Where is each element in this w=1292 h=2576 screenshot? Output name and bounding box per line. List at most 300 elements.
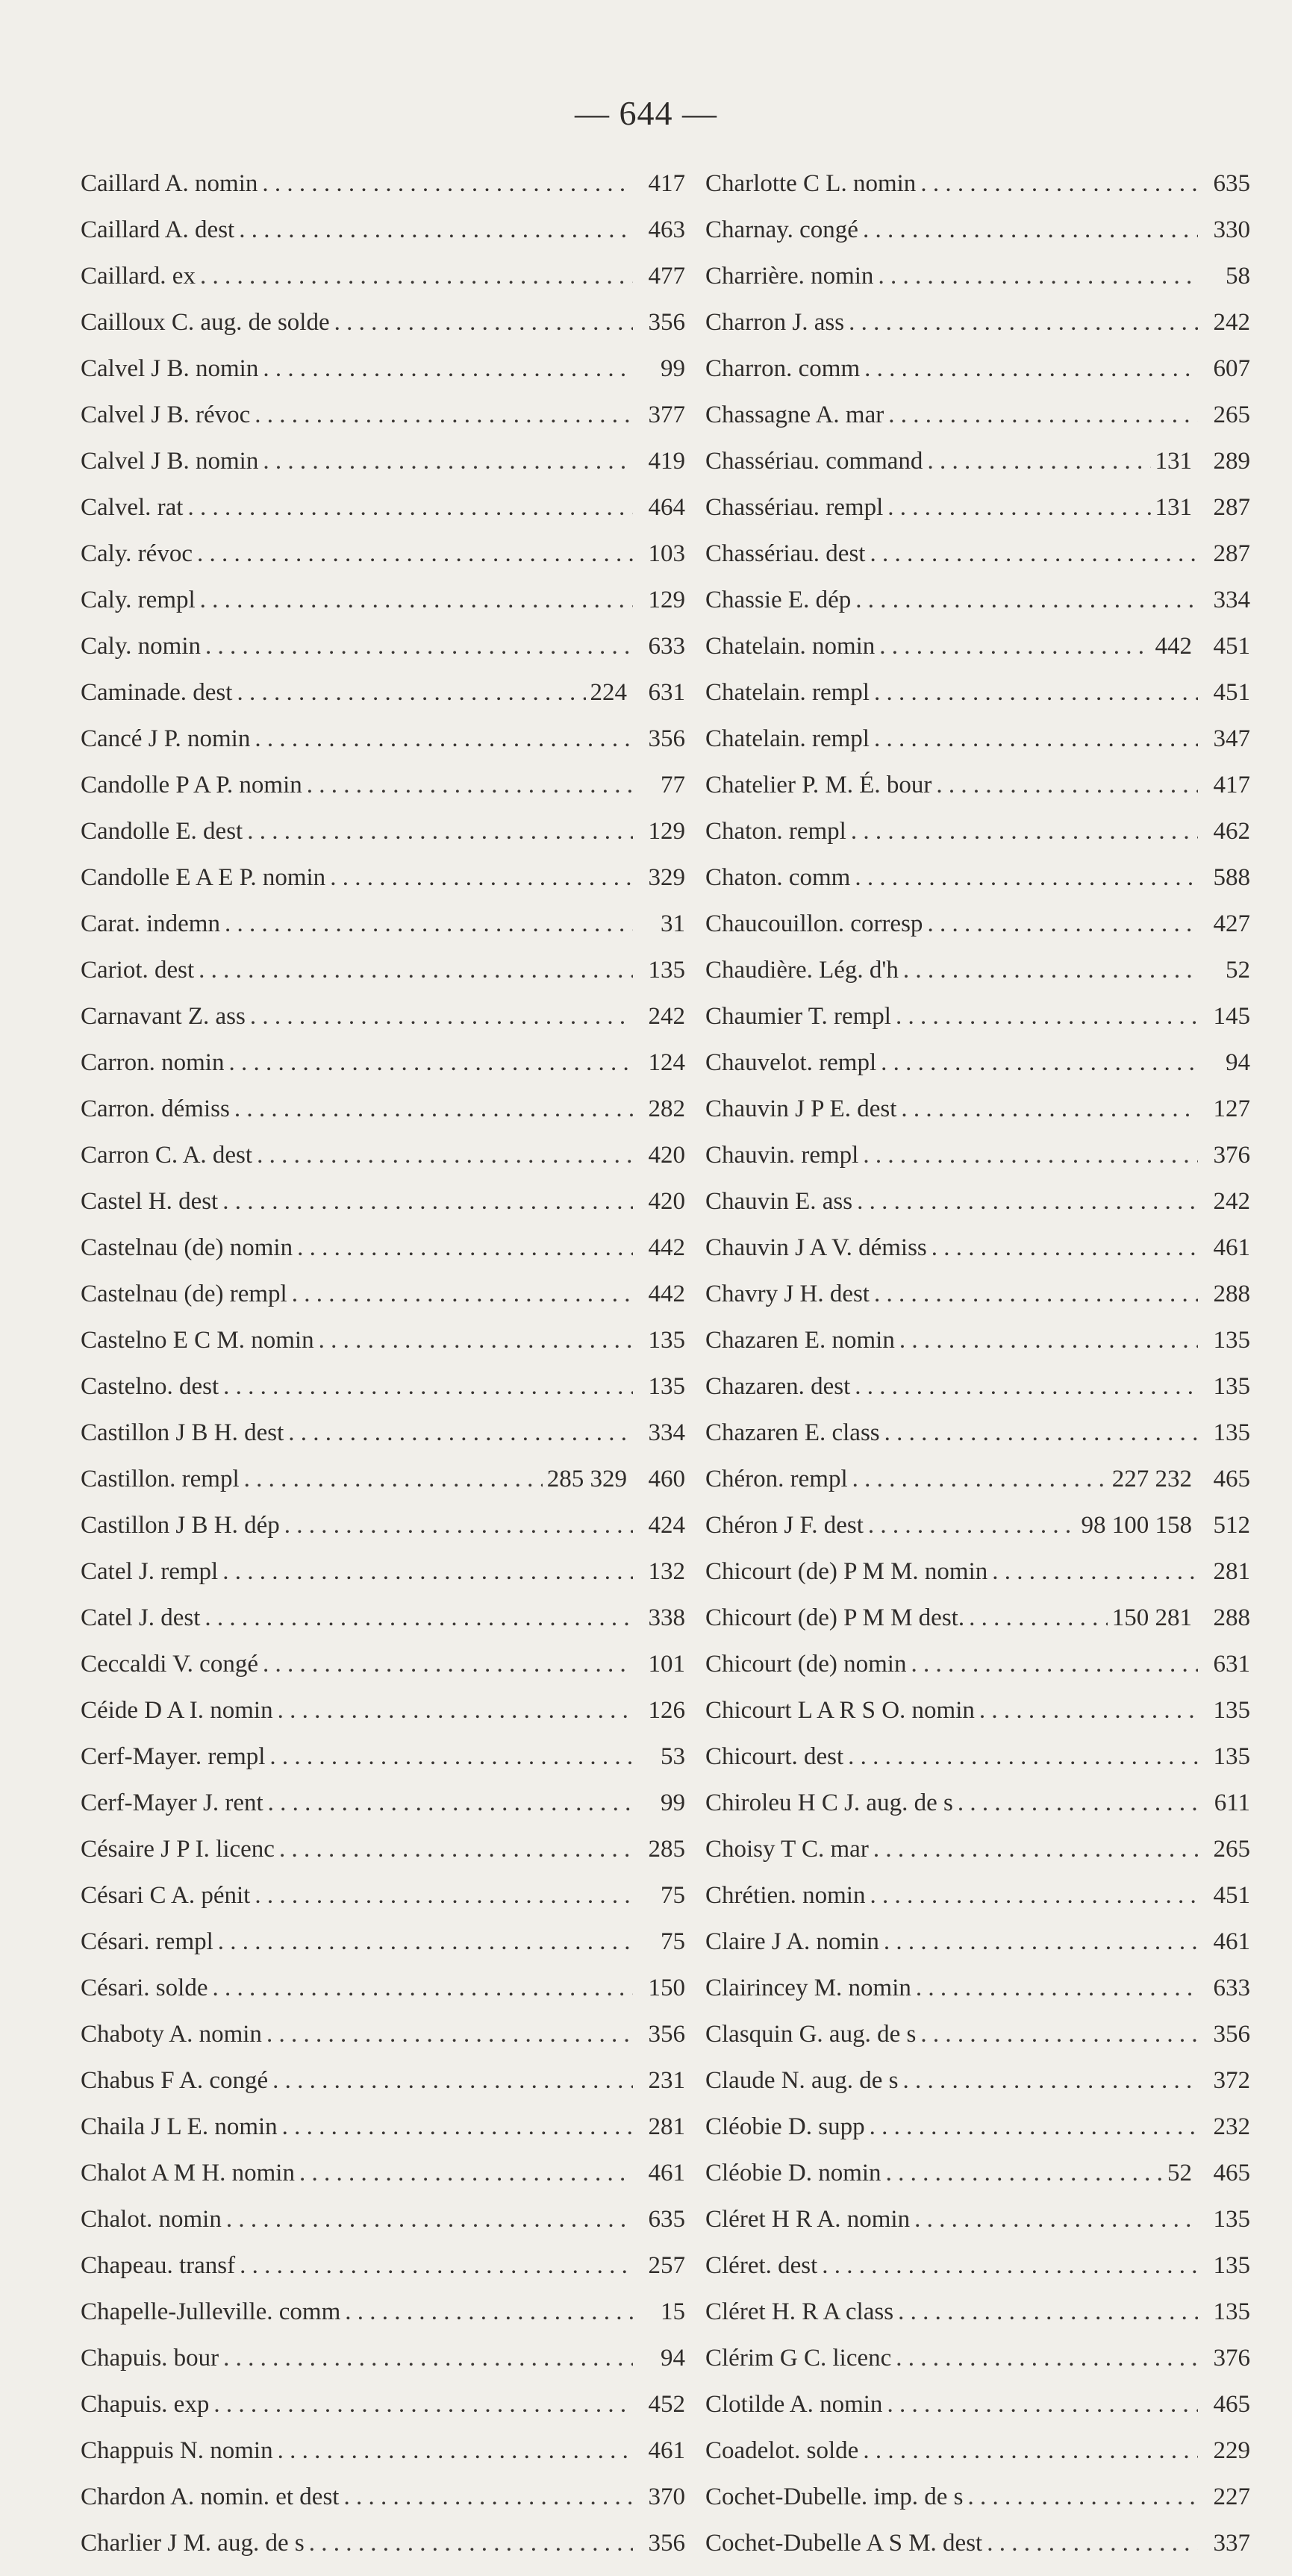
index-entry [81, 1928, 685, 1975]
dot-leader [205, 633, 633, 660]
dot-leader [223, 1373, 633, 1401]
index-entry [81, 1003, 685, 1049]
entry-name: Castelno E C M. nomin [81, 1327, 314, 1354]
entry-page-ref: 257 [648, 2252, 685, 2279]
index-entry [705, 170, 1250, 216]
index-entry [81, 2252, 685, 2298]
entry-page-ref: 417 [648, 170, 685, 197]
index-entry [81, 1142, 685, 1188]
index-entry [705, 1419, 1250, 1466]
entry-page-ref: 356 [648, 2021, 685, 2048]
entry-name: Chappuis N. nomin [81, 2437, 273, 2464]
dot-leader [874, 1281, 1198, 1308]
entry-page-ref: 356 [648, 725, 685, 752]
index-entry [705, 216, 1250, 263]
entry-page-ref: 417 [1213, 772, 1250, 798]
index-entry [705, 494, 1250, 540]
dot-leader [902, 2067, 1198, 2095]
dot-leader [822, 2252, 1198, 2280]
entry-page-ref: 145 [1213, 1003, 1250, 1030]
index-entry [705, 2391, 1250, 2437]
index-entry [81, 1604, 685, 1651]
dot-leader [297, 1234, 633, 1262]
index-entry [705, 2530, 1250, 2576]
index-entry [81, 263, 685, 309]
dot-leader [212, 1975, 633, 2002]
dot-leader [887, 494, 1150, 522]
entry-name: Charron J. ass [705, 309, 845, 336]
index-entry [705, 1604, 1250, 1651]
dot-leader [849, 309, 1198, 337]
index-entry [81, 216, 685, 263]
index-entry [81, 910, 685, 957]
entry-extra-refs: 227 232 [1111, 1466, 1192, 1492]
entry-page-ref: 135 [648, 1327, 685, 1354]
entry-name: Chaumier T. rempl [705, 1003, 891, 1030]
entry-extra-refs: 442 [1155, 633, 1192, 660]
entry-page-ref: 477 [648, 263, 685, 290]
index-entry [81, 448, 685, 494]
entry-name: Castillon. rempl [81, 1466, 240, 1492]
index-entry [705, 2067, 1250, 2113]
entry-name: Chabus F A. congé [81, 2067, 269, 2094]
entry-name: Caly. rempl [81, 587, 196, 613]
dot-leader [855, 1373, 1198, 1401]
entry-name: Cléret H. R A class [705, 2298, 894, 2325]
index-entry [81, 725, 685, 772]
entry-name: Chauvin J P E. dest [705, 1095, 897, 1122]
entry-page-ref: 356 [648, 309, 685, 336]
entry-page-ref: 281 [1213, 1558, 1250, 1585]
entry-name: Chauvin E. ass [705, 1188, 853, 1215]
dot-leader [234, 1095, 633, 1123]
entry-page-ref: 330 [1213, 216, 1250, 243]
entry-extra-refs: 52 [1167, 2160, 1192, 2186]
entry-page-ref: 99 [661, 355, 685, 382]
index-entry [81, 633, 685, 679]
index-entry [81, 494, 685, 540]
index-entry [81, 1373, 685, 1419]
index-entry [705, 2437, 1250, 2483]
dot-leader [868, 1512, 1077, 1539]
dot-leader [222, 1558, 633, 1586]
index-entry [705, 540, 1250, 587]
entry-page-ref: 31 [661, 910, 685, 937]
entry-name: Chalot A M H. nomin [81, 2160, 295, 2186]
dot-leader [927, 910, 1198, 938]
dot-leader [239, 216, 633, 244]
entry-page-ref: 442 [648, 1281, 685, 1307]
dot-leader [200, 587, 633, 614]
entry-page-ref: 135 [1213, 2206, 1250, 2233]
entry-page-ref: 442 [648, 1234, 685, 1261]
index-entry [705, 2252, 1250, 2298]
entry-page-ref: 377 [648, 401, 685, 428]
index-entry [705, 1928, 1250, 1975]
entry-page-ref: 135 [1213, 2298, 1250, 2325]
entry-name: Caillard A. nomin [81, 170, 258, 197]
entry-page-ref: 129 [648, 818, 685, 845]
entry-name: Caly. nomin [81, 633, 202, 660]
entry-page-ref: 135 [648, 957, 685, 984]
dot-leader [257, 1142, 633, 1169]
entry-page-ref: 356 [1213, 2021, 1250, 2048]
entry-page-ref: 127 [1213, 1095, 1250, 1122]
dot-leader [228, 1049, 633, 1077]
entry-page-ref: 285 [648, 1836, 685, 1863]
entry-page-ref: 124 [648, 1049, 685, 1076]
index-entry [81, 1188, 685, 1234]
index-entry [81, 1836, 685, 1882]
index-entry [705, 2206, 1250, 2252]
entry-page-ref: 419 [648, 448, 685, 475]
entry-page-ref: 99 [661, 1789, 685, 1816]
entry-name: Cerf-Mayer J. rent [81, 1789, 263, 1816]
index-entry [705, 1188, 1250, 1234]
index-column-left [81, 170, 685, 2576]
entry-name: Chaton. comm [705, 864, 851, 891]
entry-page-ref: 58 [1226, 263, 1250, 290]
dot-leader [309, 2530, 633, 2557]
index-entry [81, 2113, 685, 2160]
entry-page-ref: 135 [1213, 1419, 1250, 1446]
dot-leader [884, 1928, 1198, 1956]
dot-leader [901, 1095, 1198, 1123]
entry-name: Chicourt L A R S O. nomin [705, 1697, 975, 1724]
entry-name: Calvel. rat [81, 494, 184, 521]
entry-page-ref: 126 [648, 1697, 685, 1724]
dot-leader [278, 2437, 633, 2465]
entry-page-ref: 631 [648, 679, 685, 706]
entry-name: Castelnau (de) rempl [81, 1281, 287, 1307]
index-entry [81, 540, 685, 587]
entry-name: Chauvin. rempl [705, 1142, 859, 1169]
entry-page-ref: 420 [648, 1188, 685, 1215]
entry-page-ref: 77 [661, 772, 685, 798]
entry-name: Charrière. nomin [705, 263, 874, 290]
entry-extra-refs: 224 [590, 679, 627, 706]
entry-name: Chazaren E. nomin [705, 1327, 895, 1354]
dot-leader [282, 2113, 633, 2141]
dot-leader [199, 957, 633, 984]
entry-name: Chiroleu H C J. aug. de s [705, 1789, 953, 1816]
index-entry [81, 2160, 685, 2206]
entry-page-ref: 452 [648, 2391, 685, 2418]
entry-name: Cléobie D. nomin [705, 2160, 881, 2186]
index-entry [705, 1882, 1250, 1928]
dot-leader [987, 2530, 1198, 2557]
entry-page-ref: 227 [1213, 2483, 1250, 2510]
dot-leader [225, 910, 633, 938]
entry-name: Clérim G C. licenc [705, 2345, 892, 2372]
dot-leader [279, 1836, 633, 1863]
index-entry [81, 2530, 685, 2576]
entry-page-ref: 465 [1213, 2160, 1250, 2186]
entry-name: Chauvin J A V. démiss [705, 1234, 927, 1261]
entry-page-ref: 94 [661, 2345, 685, 2372]
entry-page-ref: 370 [648, 2483, 685, 2510]
entry-page-ref: 287 [1213, 494, 1250, 521]
dot-leader [292, 1281, 633, 1308]
index-entry [705, 587, 1250, 633]
dot-leader [263, 355, 633, 383]
index-entry [81, 2021, 685, 2067]
index-entry [705, 2160, 1250, 2206]
dot-leader [931, 1234, 1198, 1262]
dot-leader [903, 957, 1198, 984]
index-entry [705, 263, 1250, 309]
entry-name: Charnay. congé [705, 216, 858, 243]
dot-leader [874, 679, 1198, 707]
index-entry [705, 401, 1250, 448]
entry-page-ref: 465 [1213, 2391, 1250, 2418]
entry-page-ref: 588 [1213, 864, 1250, 891]
entry-name: Charlotte C L. nomin [705, 170, 917, 197]
index-entry [81, 2298, 685, 2345]
entry-page-ref: 461 [648, 2160, 685, 2186]
dot-leader [345, 2298, 633, 2326]
index-entry [81, 1466, 685, 1512]
index-entry [81, 1234, 685, 1281]
entry-name: Chrétien. nomin [705, 1882, 866, 1909]
dot-leader [920, 170, 1198, 198]
entry-page-ref: 633 [1213, 1975, 1250, 2001]
entry-page-ref: 427 [1213, 910, 1250, 937]
entry-name: Choisy T C. mar [705, 1836, 869, 1863]
dot-leader [914, 2206, 1198, 2233]
dot-leader [343, 2483, 633, 2511]
dot-leader [263, 1651, 633, 1678]
entry-page-ref: 265 [1213, 401, 1250, 428]
index-entry [705, 910, 1250, 957]
dot-leader [218, 1928, 633, 1956]
entry-page-ref: 242 [648, 1003, 685, 1030]
index-entry [81, 2437, 685, 2483]
entry-name: Césari. solde [81, 1975, 208, 2001]
entry-page-ref: 420 [648, 1142, 685, 1169]
index-entry [81, 2345, 685, 2391]
entry-page-ref: 334 [648, 1419, 685, 1446]
index-entry [81, 1882, 685, 1928]
entry-name: Carat. indemn [81, 910, 220, 937]
index-entry [81, 309, 685, 355]
entry-page-ref: 281 [648, 2113, 685, 2140]
dot-leader [852, 1466, 1108, 1493]
entry-name: Castillon J B H. dép [81, 1512, 280, 1539]
index-entry [81, 1049, 685, 1095]
dot-leader [330, 864, 633, 892]
entry-page-ref: 451 [1213, 679, 1250, 706]
dot-leader [255, 725, 633, 753]
entry-page-ref: 94 [1226, 1049, 1250, 1076]
entry-page-ref: 461 [648, 2437, 685, 2464]
entry-name: Chassériau. rempl [705, 494, 884, 521]
dot-leader [205, 1604, 633, 1632]
index-entry [81, 957, 685, 1003]
entry-name: Cochet-Dubelle A S M. dest [705, 2530, 983, 2557]
entry-name: Castillon J B H. dest [81, 1419, 284, 1446]
entry-name: Carron. nomin [81, 1049, 225, 1076]
entry-name: Chaila J L E. nomin [81, 2113, 278, 2140]
entry-name: Calvel J B. nomin [81, 448, 259, 475]
dot-leader [958, 1789, 1198, 1817]
index-entry [81, 818, 685, 864]
entry-name: Caillard A. dest [81, 216, 235, 243]
dot-leader [878, 263, 1198, 290]
entry-page-ref: 356 [648, 2530, 685, 2557]
index-entry [81, 401, 685, 448]
entry-page-ref: 461 [1213, 1234, 1250, 1261]
entry-name: Castelno. dest [81, 1373, 219, 1400]
index-entry [705, 2298, 1250, 2345]
entry-page-ref: 287 [1213, 540, 1250, 567]
entry-name: Chéron. rempl [705, 1466, 848, 1492]
entry-page-ref: 635 [1213, 170, 1250, 197]
entry-page-ref: 633 [648, 633, 685, 660]
entry-page-ref: 635 [648, 2206, 685, 2233]
dot-leader [237, 679, 585, 707]
index-entry [81, 2067, 685, 2113]
index-entry [705, 1975, 1250, 2021]
index-entry [705, 309, 1250, 355]
index-entry [705, 1327, 1250, 1373]
entry-page-ref: 451 [1213, 1882, 1250, 1909]
dot-leader [255, 1882, 633, 1910]
entry-name: Caminade. dest [81, 679, 233, 706]
entry-page-ref: 334 [1213, 587, 1250, 613]
entry-extra-refs: 131 [1155, 494, 1192, 521]
entry-name: Césari C A. pénit [81, 1882, 251, 1909]
entry-name: Cailloux C. aug. de solde [81, 309, 330, 336]
entry-page-ref: 376 [1213, 1142, 1250, 1169]
dot-leader [213, 2391, 633, 2419]
index-entry [81, 1697, 685, 1743]
dot-leader [240, 2252, 633, 2280]
dot-leader [255, 401, 633, 429]
dot-leader [884, 1419, 1198, 1447]
dot-leader [874, 725, 1198, 753]
entry-page-ref: 460 [648, 1466, 685, 1492]
entry-page-ref: 129 [648, 587, 685, 613]
entry-page-ref: 462 [1213, 818, 1250, 845]
entry-name: Chavry J H. dest [705, 1281, 870, 1307]
dot-leader [873, 1836, 1198, 1863]
entry-page-ref: 461 [1213, 1928, 1250, 1955]
index-entry [705, 1003, 1250, 1049]
entry-name: Castel H. dest [81, 1188, 219, 1215]
dot-leader [223, 2345, 633, 2372]
index-entry [81, 772, 685, 818]
entry-name: Chicourt (de) P M M. nomin [705, 1558, 988, 1585]
dot-leader [870, 1882, 1198, 1910]
dot-leader [334, 309, 633, 337]
entry-name: Caillard. ex [81, 263, 196, 290]
dot-leader [187, 494, 633, 522]
index-entry [81, 1651, 685, 1697]
entry-page-ref: 289 [1213, 448, 1250, 475]
entry-name: Chaboty A. nomin [81, 2021, 262, 2048]
index-entry [705, 1743, 1250, 1789]
dot-leader [855, 864, 1198, 892]
entry-name: Charron. comm [705, 355, 861, 382]
dot-leader [911, 1651, 1198, 1678]
entry-name: Claire J A. nomin [705, 1928, 879, 1955]
entry-extra-refs: 285 329 [546, 1466, 627, 1492]
index-entry [81, 679, 685, 725]
entry-name: Chassériau. command [705, 448, 923, 475]
entry-page-ref: 265 [1213, 1836, 1250, 1863]
entry-name: Claude N. aug. de s [705, 2067, 899, 2094]
index-entry [705, 1142, 1250, 1188]
dot-leader [247, 818, 633, 845]
entry-name: Chatelain. rempl [705, 679, 870, 706]
dot-leader [855, 587, 1198, 614]
dot-leader [278, 1697, 633, 1725]
entry-page-ref: 376 [1213, 2345, 1250, 2372]
index-entry [705, 772, 1250, 818]
entry-name: Clotilde A. nomin [705, 2391, 883, 2418]
entry-page-ref: 75 [661, 1928, 685, 1955]
entry-name: Calvel J B. nomin [81, 355, 259, 382]
entry-page-ref: 465 [1213, 1466, 1250, 1492]
index-entry [705, 725, 1250, 772]
dot-leader [968, 2483, 1198, 2511]
dot-leader [898, 2298, 1198, 2326]
entry-name: Césaire J P I. licenc [81, 1836, 275, 1863]
entry-name: Chalot. nomin [81, 2206, 222, 2233]
entry-page-ref: 338 [648, 1604, 685, 1631]
entry-name: Caly. révoc [81, 540, 193, 567]
entry-name: Chazaren E. class [705, 1419, 880, 1446]
dot-leader [250, 1003, 633, 1031]
entry-page-ref: 288 [1213, 1604, 1250, 1631]
entry-name: Chapeau. transf [81, 2252, 236, 2279]
dot-leader [319, 1327, 633, 1354]
dot-leader [284, 1512, 633, 1539]
entry-name: Catel J. rempl [81, 1558, 219, 1585]
entry-name: Chapuis. bour [81, 2345, 219, 2372]
dot-leader [263, 448, 633, 475]
entry-page-ref: 150 [648, 1975, 685, 2001]
entry-page-ref: 132 [648, 1558, 685, 1585]
entry-name: Chatelier P. M. É. bour [705, 772, 932, 798]
dot-leader [299, 2160, 633, 2187]
entry-name: Clasquin G. aug. de s [705, 2021, 917, 2048]
entry-page-ref: 611 [1214, 1789, 1250, 1816]
index-entry [705, 1651, 1250, 1697]
dot-leader [879, 633, 1150, 660]
entry-name: Carron C. A. dest [81, 1142, 253, 1169]
index-entry [81, 1975, 685, 2021]
entry-page-ref: 135 [1213, 1697, 1250, 1724]
entry-page-ref: 329 [648, 864, 685, 891]
dot-leader [857, 1188, 1198, 1216]
entry-page-ref: 101 [648, 1651, 685, 1678]
index-entry [81, 2206, 685, 2252]
index-entry [705, 448, 1250, 494]
dot-leader [200, 263, 633, 290]
entry-page-ref: 451 [1213, 633, 1250, 660]
index-entry [81, 2483, 685, 2530]
entry-name: Chicourt (de) P M M dest. [705, 1604, 965, 1631]
index-entry [705, 957, 1250, 1003]
dot-leader [226, 2206, 633, 2233]
entry-page-ref: 52 [1226, 957, 1250, 984]
index-entry [705, 2021, 1250, 2067]
dot-leader [269, 1743, 633, 1771]
entry-name: Chaton. rempl [705, 818, 846, 845]
dot-leader [916, 1975, 1198, 2002]
